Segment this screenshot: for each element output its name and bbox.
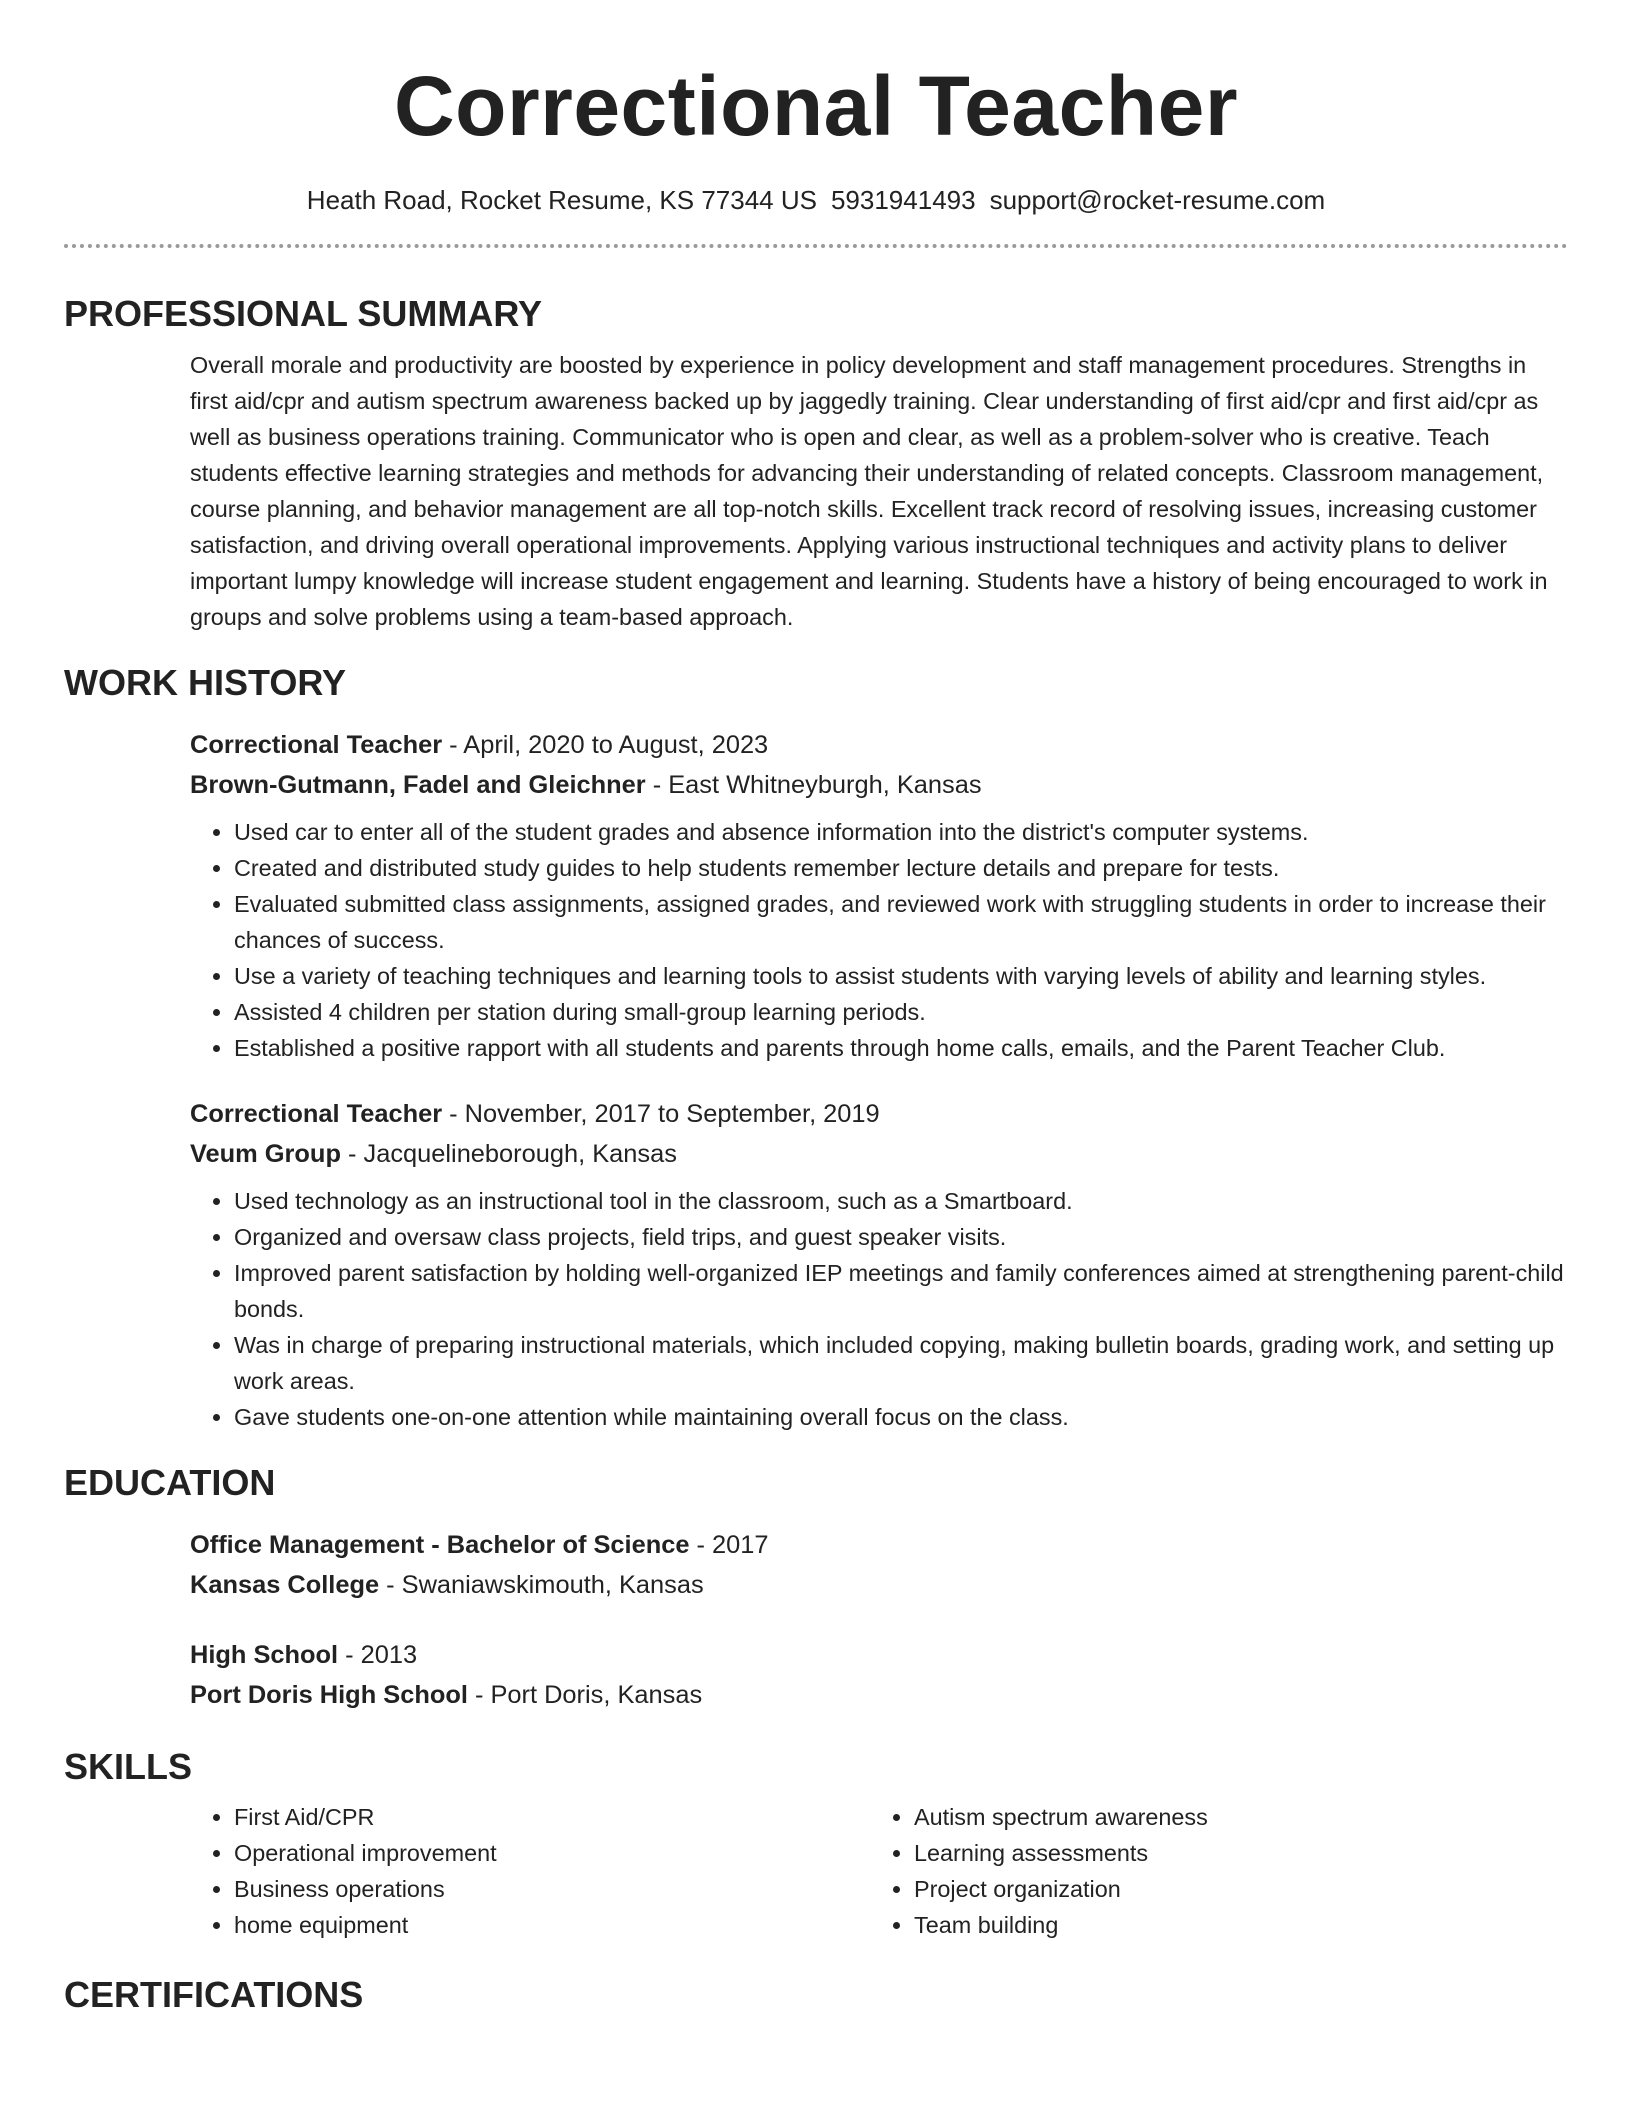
job-company-line [190,765,1568,805]
skill-item: • Operational improvement [234,1835,870,1871]
list-item: • Evaluated submitted class assignments, assigned grades, and reviewed work with struggling students in order to increase their chances of success. [234,886,1568,958]
skills-column-left [190,1799,870,1943]
header-divider [64,244,1568,248]
job-role: Correctional Teacher [190,731,443,759]
list-item: • Used technology as an instructional tool in the classroom, such as a Smartboard. [234,1183,1568,1219]
job-company-line [190,1134,1568,1174]
job-dates: - April, 2020 to August, 2023 [442,731,769,759]
job-location: - Jacquelineborough, Kansas [340,1140,677,1168]
job-company: Veum Group [190,1140,341,1168]
job-bullets [190,814,1568,1066]
skill-item: • Team building [914,1907,1550,1943]
list-item: • Gave students one-on-one attention while maintaining overall focus on the class. [234,1399,1568,1435]
list-item: • Was in charge of preparing instructional materials, which included copying, making bulletin boards, grading work, and setting up work areas. [234,1327,1568,1399]
contact-phone: 5931941493 [830,185,976,215]
job-entry [190,725,1568,1066]
resume-name: Correctional Teacher [393,59,1239,153]
education-school: Port Doris High School [190,1681,468,1709]
list-item: • Organized and oversaw class projects, field trips, and guest speaker visits. [234,1219,1568,1255]
education-entry [190,1525,1568,1605]
section-title-certifications: CERTIFICATIONS [64,1974,364,2015]
skills-list [190,1799,1568,1943]
job-title-line [190,725,1568,765]
skill-item: • Business operations [234,1871,870,1907]
list-item: • Established a positive rapport with all students and parents through home calls, emails, and the Parent Teacher Club. [234,1030,1568,1066]
job-title-line [190,1094,1568,1134]
contact-email: support@rocket-resume.com [989,185,1326,215]
job-entry [190,1094,1568,1435]
summary-text: Overall morale and productivity are boosted by experience in policy development and staff management procedures. Strengths in first aid/cpr and autism spectrum awareness backed up by jaggedly training. Clear understanding of first aid/cpr and first aid/cpr as well as business operations training. Communicator who is open and clear, as well as a problem-solver who is creative. Teach students effective learning strategies and methods for advancing their understanding of related concepts. Classroom management, course planning, and behavior management are all top-notch skills. Excellent track record of resolving issues, increasing customer satisfaction, and driving overall operational improvements. Applying various instructional techniques and activity plans to deliver important lumpy knowledge will increase student engagement and learning. Students have a history of being encouraged to work in groups and solve problems using a team-based approach. [190,352,1548,630]
education-degree: Office Management - Bachelor of Science [190,1531,690,1559]
section-title-summary: PROFESSIONAL SUMMARY [64,293,543,334]
section-title-education: EDUCATION [64,1462,276,1503]
job-location: - East Whitneyburgh, Kansas [645,771,982,799]
education-year: - 2017 [689,1531,769,1559]
section-title-work: WORK HISTORY [64,662,347,703]
list-item: • Use a variety of teaching techniques and learning tools to assist students with varying levels of ability and learning styles. [234,958,1568,994]
job-company: Brown-Gutmann, Fadel and Gleichner [190,771,646,799]
skill-item: • Project organization [914,1871,1550,1907]
list-item: • Assisted 4 children per station during small-group learning periods. [234,994,1568,1030]
education-year: - 2013 [338,1641,418,1669]
job-dates: - November, 2017 to September, 2019 [442,1100,880,1128]
job-bullets [190,1183,1568,1435]
section-title-skills: SKILLS [64,1746,193,1787]
education-school-line [190,1675,1568,1715]
list-item: • Improved parent satisfaction by holding well-organized IEP meetings and family conferences aimed at strengthening parent-child bonds. [234,1255,1568,1327]
skills-column-right [870,1799,1550,1943]
job-role: Correctional Teacher [190,1100,443,1128]
skill-item: • Learning assessments [914,1835,1550,1871]
education-degree-line [190,1525,1568,1565]
contact-address: Heath Road, Rocket Resume, KS 77344 US [306,185,817,215]
education-location: - Swaniawskimouth, Kansas [379,1571,704,1599]
education-location: - Port Doris, Kansas [467,1681,703,1709]
education-degree: High School [190,1641,339,1669]
contact-line [64,183,1568,217]
list-item: • Created and distributed study guides to help students remember lecture details and prepare for tests. [234,850,1568,886]
skill-item: • First Aid/CPR [234,1799,870,1835]
list-item: • Used car to enter all of the student grades and absence information into the district's computer systems. [234,814,1568,850]
education-entry [190,1635,1568,1715]
skill-item: • home equipment [234,1907,870,1943]
education-degree-line [190,1635,1568,1675]
education-school: Kansas College [190,1571,380,1599]
skill-item: • Autism spectrum awareness [914,1799,1550,1835]
education-school-line [190,1565,1568,1605]
